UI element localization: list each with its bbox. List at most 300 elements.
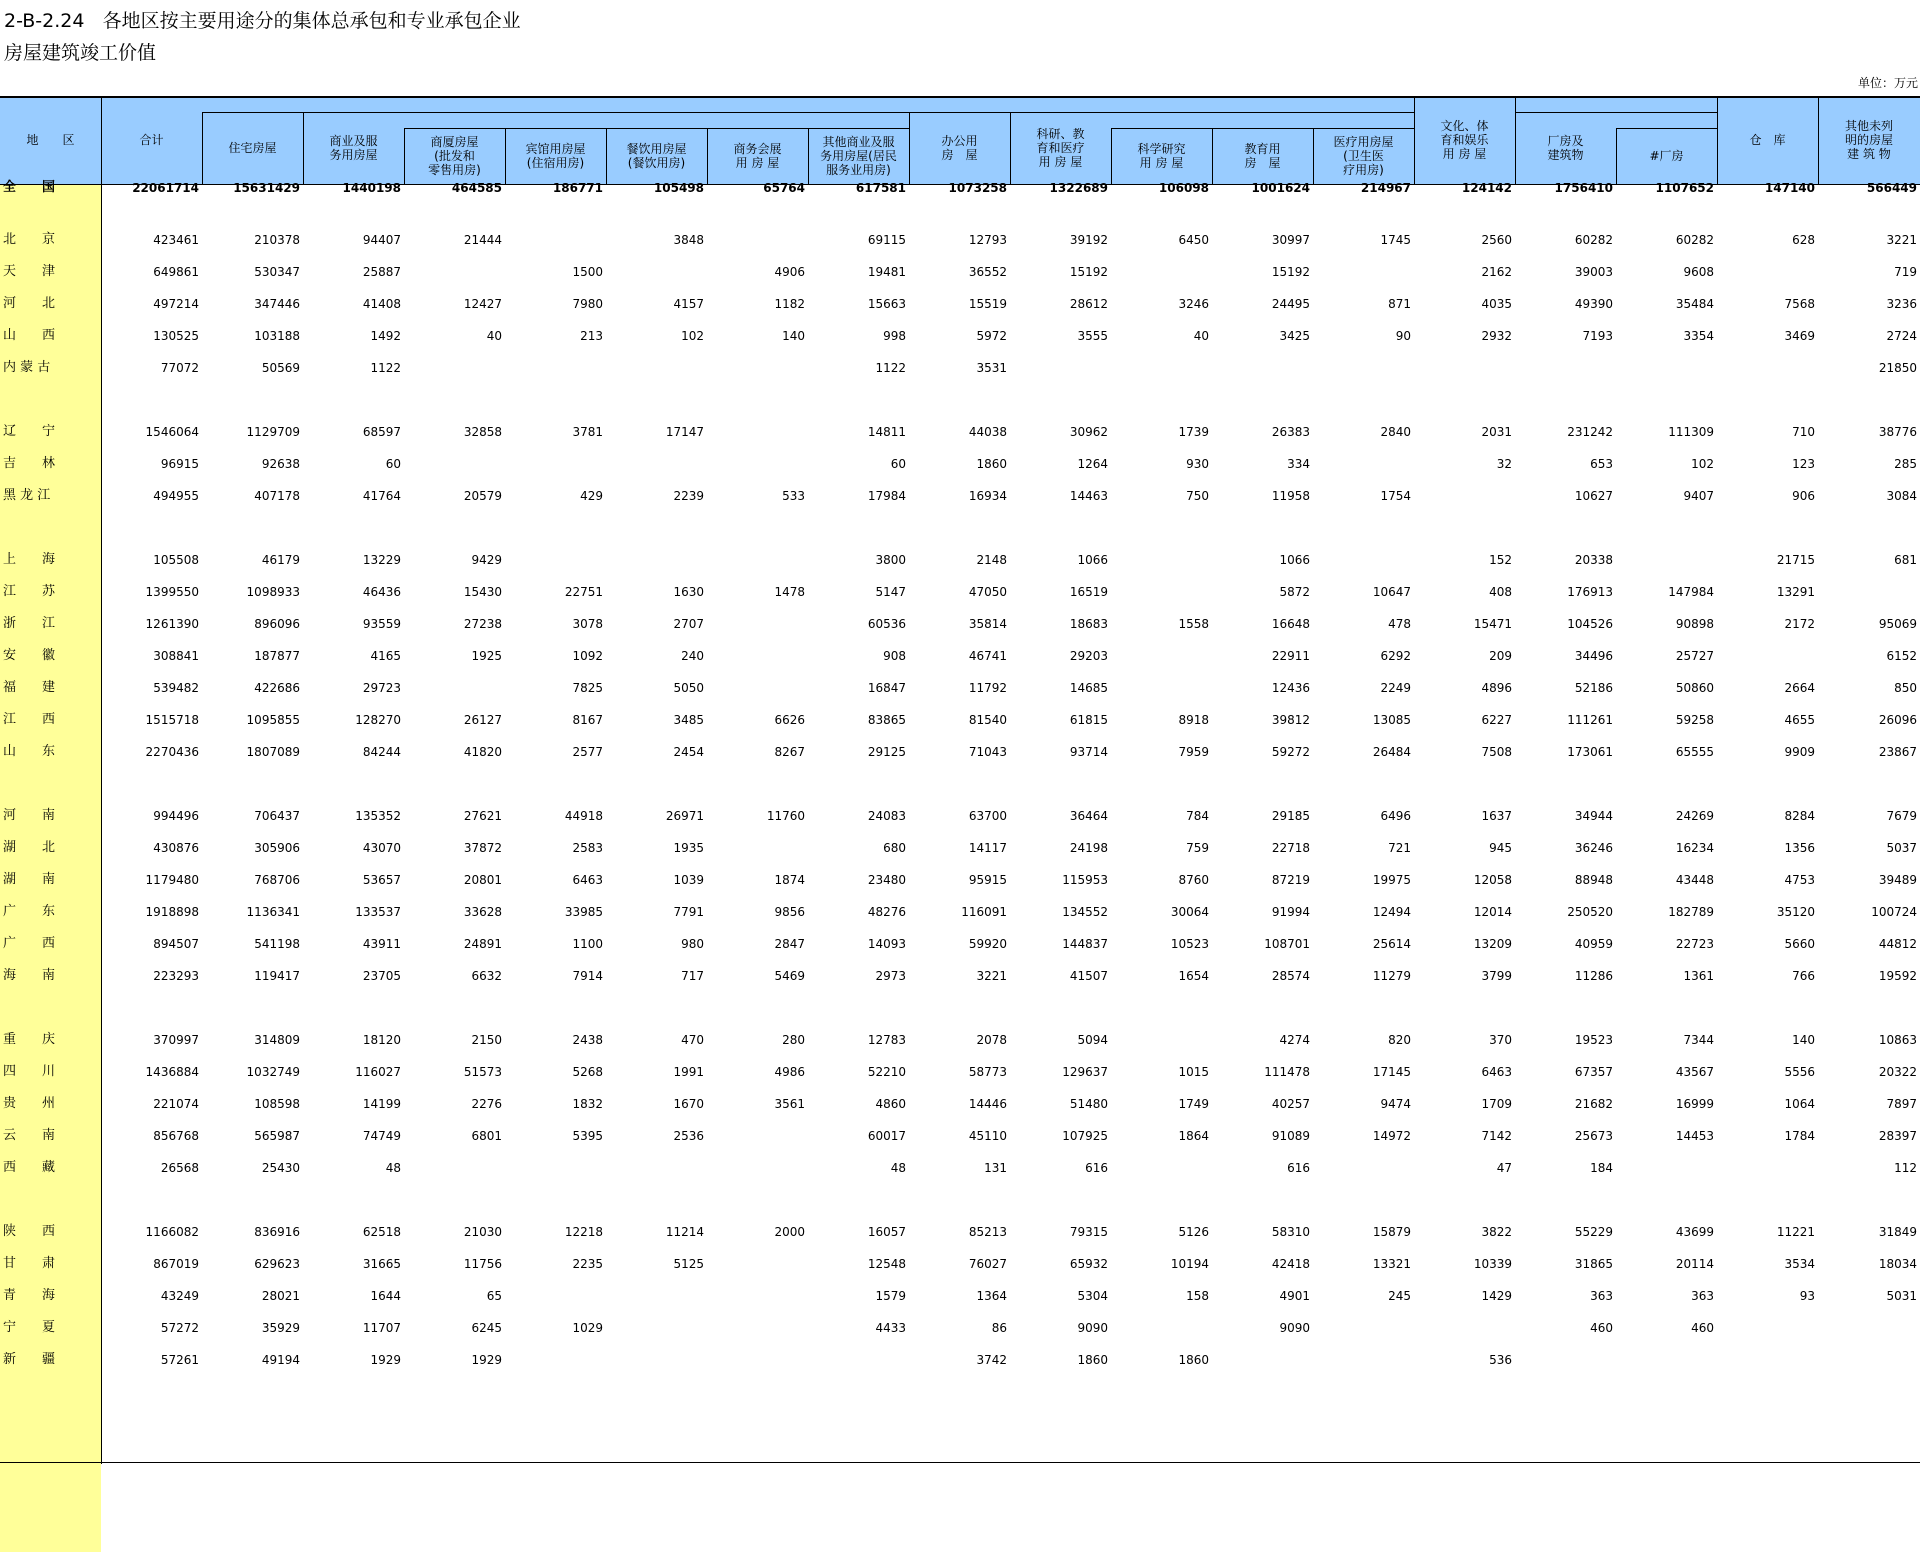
table-cell: 820 xyxy=(1388,1033,1411,1047)
table-cell: 34496 xyxy=(1574,649,1613,663)
table-cell: 102 xyxy=(1691,457,1714,471)
header-top-border xyxy=(0,96,1920,98)
table-cell: 24198 xyxy=(1069,841,1108,855)
table-cell: 3354 xyxy=(1683,329,1714,343)
table-cell: 29185 xyxy=(1271,809,1310,823)
table-cell: 1095855 xyxy=(246,713,300,727)
header-exhibit: 商务会展 用 房 屋 xyxy=(733,142,782,170)
table-cell: 1579 xyxy=(875,1289,906,1303)
table-cell: 5469 xyxy=(774,969,805,983)
table-cell: 55229 xyxy=(1574,1225,1613,1239)
table-cell: 60017 xyxy=(867,1129,906,1143)
table-cell: 6450 xyxy=(1178,233,1209,247)
table-cell: 48276 xyxy=(867,905,906,919)
table-cell: 240 xyxy=(681,649,704,663)
table-cell: 3822 xyxy=(1481,1225,1512,1239)
table-cell: 135352 xyxy=(355,809,401,823)
table-cell: 60282 xyxy=(1675,233,1714,247)
table-cell: 565987 xyxy=(254,1129,300,1143)
region-label: 云 南 xyxy=(3,1128,56,1143)
table-cell: 44812 xyxy=(1878,937,1917,951)
table-cell: 15471 xyxy=(1473,617,1512,631)
table-cell: 69115 xyxy=(867,233,906,247)
table-cell: 1670 xyxy=(673,1097,704,1111)
table-cell: 57261 xyxy=(160,1353,199,1367)
table-cell: 1860 xyxy=(1178,1353,1209,1367)
table-cell: 12494 xyxy=(1372,905,1411,919)
table-cell: 4035 xyxy=(1481,297,1512,311)
table-cell: 31665 xyxy=(362,1257,401,1271)
region-label: 广 西 xyxy=(3,936,56,951)
table-cell: 1129709 xyxy=(246,425,300,439)
table-cell: 2438 xyxy=(572,1033,603,1047)
header-commercial: 商业及服 务用房屋 xyxy=(329,134,378,162)
table-cell: 3425 xyxy=(1279,329,1310,343)
table-cell: 1864 xyxy=(1178,1129,1209,1143)
table-cell: 1991 xyxy=(673,1065,704,1079)
col-border xyxy=(1717,96,1718,184)
table-cell: 50860 xyxy=(1675,681,1714,695)
col-border xyxy=(606,128,607,184)
table-cell: 1929 xyxy=(370,1353,401,1367)
table-cell: 3781 xyxy=(572,425,603,439)
table-cell: 9474 xyxy=(1380,1097,1411,1111)
table-cell: 7508 xyxy=(1481,745,1512,759)
table-cell: 130525 xyxy=(153,329,199,343)
table-cell: 1098933 xyxy=(246,585,300,599)
table-cell: 363 xyxy=(1590,1289,1613,1303)
header-level2-line-sci xyxy=(1111,128,1414,129)
table-cell: 784 xyxy=(1186,809,1209,823)
table-cell: 91089 xyxy=(1271,1129,1310,1143)
table-cell: 18034 xyxy=(1878,1257,1917,1271)
table-cell: 32858 xyxy=(463,425,502,439)
table-cell: 15631429 xyxy=(233,181,300,195)
table-cell: 147984 xyxy=(1668,585,1714,599)
table-cell: 20114 xyxy=(1675,1257,1714,1271)
table-cell: 706437 xyxy=(254,809,300,823)
table-cell: 20801 xyxy=(463,873,502,887)
table-cell: 23867 xyxy=(1878,745,1917,759)
col-border xyxy=(202,112,203,184)
header-plant: #厂房 xyxy=(1649,149,1684,163)
region-label: 湖 北 xyxy=(3,840,56,855)
table-cell: 39812 xyxy=(1271,713,1310,727)
table-cell: 26568 xyxy=(160,1161,199,1175)
table-cell: 86 xyxy=(991,1321,1007,1335)
table-cell: 28021 xyxy=(261,1289,300,1303)
table-cell: 5094 xyxy=(1077,1033,1108,1047)
table-cell: 1654 xyxy=(1178,969,1209,983)
table-cell: 58773 xyxy=(968,1065,1007,1079)
table-cell: 653 xyxy=(1590,457,1613,471)
table-cell: 36246 xyxy=(1574,841,1613,855)
region-label: 重 庆 xyxy=(3,1032,56,1047)
table-cell: 2162 xyxy=(1481,265,1512,279)
header-hotel: 宾馆用房屋 (住宿用房) xyxy=(525,142,586,170)
table-cell: 314809 xyxy=(254,1033,300,1047)
table-cell: 16234 xyxy=(1675,841,1714,855)
table-cell: 144837 xyxy=(1062,937,1108,951)
header-sci-edu-med: 科研、教 育和医疗 用 房 屋 xyxy=(1036,127,1085,169)
table-cell: 14463 xyxy=(1069,489,1108,503)
table-cell: 20322 xyxy=(1878,1065,1917,1079)
table-cell: 33628 xyxy=(463,905,502,919)
table-cell: 43070 xyxy=(362,841,401,855)
table-cell: 15192 xyxy=(1069,265,1108,279)
table-cell: 1136341 xyxy=(246,905,300,919)
table-cell: 61815 xyxy=(1069,713,1108,727)
table-cell: 1440198 xyxy=(342,181,401,195)
table-cell: 52210 xyxy=(867,1065,906,1079)
table-cell: 1784 xyxy=(1784,1129,1815,1143)
table-cell: 44918 xyxy=(564,809,603,823)
table-cell: 2840 xyxy=(1380,425,1411,439)
table-cell: 95915 xyxy=(968,873,1007,887)
table-cell: 768706 xyxy=(254,873,300,887)
table-cell: 15663 xyxy=(867,297,906,311)
table-cell: 4274 xyxy=(1279,1033,1310,1047)
table-cell: 11707 xyxy=(362,1321,401,1335)
header-level2-line-factory xyxy=(1616,128,1717,129)
table-cell: 91994 xyxy=(1271,905,1310,919)
table-cell: 25727 xyxy=(1675,649,1714,663)
table-cell: 105508 xyxy=(153,553,199,567)
table-cell: 3078 xyxy=(572,617,603,631)
table-cell: 158 xyxy=(1186,1289,1209,1303)
table-cell: 209 xyxy=(1489,649,1512,663)
region-label: 宁 夏 xyxy=(3,1320,56,1335)
header-office: 办公用 房 屋 xyxy=(941,134,978,162)
table-cell: 5556 xyxy=(1784,1065,1815,1079)
table-cell: 6292 xyxy=(1380,649,1411,663)
table-cell: 17984 xyxy=(867,489,906,503)
table-cell: 19523 xyxy=(1574,1033,1613,1047)
table-cell: 1015 xyxy=(1178,1065,1209,1079)
table-cell: 536 xyxy=(1489,1353,1512,1367)
col-border xyxy=(1313,128,1314,184)
header-research: 科学研究 用 房 屋 xyxy=(1137,142,1186,170)
table-cell: 1709 xyxy=(1481,1097,1512,1111)
table-cell: 2148 xyxy=(976,553,1007,567)
table-cell: 22718 xyxy=(1271,841,1310,855)
table-cell: 26127 xyxy=(463,713,502,727)
table-cell: 6632 xyxy=(471,969,502,983)
table-cell: 1929 xyxy=(471,1353,502,1367)
table-cell: 407178 xyxy=(254,489,300,503)
table-cell: 20338 xyxy=(1574,553,1613,567)
table-cell: 43567 xyxy=(1675,1065,1714,1079)
table-cell: 21030 xyxy=(463,1225,502,1239)
table-cell: 60 xyxy=(890,457,906,471)
table-cell: 6152 xyxy=(1886,649,1917,663)
table-cell: 1100 xyxy=(572,937,603,951)
table-cell: 539482 xyxy=(153,681,199,695)
table-cell: 14117 xyxy=(968,841,1007,855)
table-cell: 67357 xyxy=(1574,1065,1613,1079)
region-label: 辽 宁 xyxy=(3,424,56,439)
table-cell: 1492 xyxy=(370,329,401,343)
table-cell: 46436 xyxy=(362,585,401,599)
table-cell: 530347 xyxy=(254,265,300,279)
table-cell: 94407 xyxy=(362,233,401,247)
region-label: 黑 龙 江 xyxy=(3,488,51,503)
region-label: 北 京 xyxy=(3,232,56,247)
table-cell: 74749 xyxy=(362,1129,401,1143)
table-cell: 90898 xyxy=(1675,617,1714,631)
col-border xyxy=(404,128,405,184)
table-cell: 2724 xyxy=(1886,329,1917,343)
table-cell: 22061714 xyxy=(132,181,199,195)
unit-label: 单位：万元 xyxy=(1857,76,1918,90)
table-cell: 1107652 xyxy=(1655,181,1714,195)
table-cell: 8918 xyxy=(1178,713,1209,727)
region-label: 陕 西 xyxy=(3,1224,56,1239)
table-cell: 95069 xyxy=(1878,617,1917,631)
table-cell: 9407 xyxy=(1683,489,1714,503)
region-label: 四 川 xyxy=(3,1064,56,1079)
table-cell: 26484 xyxy=(1372,745,1411,759)
table-cell: 43249 xyxy=(160,1289,199,1303)
table-cell: 1361 xyxy=(1683,969,1714,983)
table-cell: 42418 xyxy=(1271,1257,1310,1271)
table-cell: 1122 xyxy=(875,361,906,375)
table-cell: 3555 xyxy=(1077,329,1108,343)
header-shop: 商厦房屋 (批发和 零售用房) xyxy=(428,135,481,177)
region-label: 河 南 xyxy=(3,808,56,823)
table-cell: 152 xyxy=(1489,553,1512,567)
table-cell: 370997 xyxy=(153,1033,199,1047)
table-cell: 750 xyxy=(1186,489,1209,503)
table-cell: 76027 xyxy=(968,1257,1007,1271)
table-cell: 13321 xyxy=(1372,1257,1411,1271)
table-cell: 11756 xyxy=(463,1257,502,1271)
table-cell: 460 xyxy=(1590,1321,1613,1335)
table-cell: 8760 xyxy=(1178,873,1209,887)
table-cell: 16648 xyxy=(1271,617,1310,631)
table-cell: 213 xyxy=(580,329,603,343)
table-cell: 430876 xyxy=(153,841,199,855)
table-cell: 46179 xyxy=(261,553,300,567)
table-cell: 429 xyxy=(580,489,603,503)
table-cell: 896096 xyxy=(254,617,300,631)
table-cell: 759 xyxy=(1186,841,1209,855)
table-cell: 5395 xyxy=(572,1129,603,1143)
table-cell: 116091 xyxy=(961,905,1007,919)
table-cell: 617581 xyxy=(855,181,906,195)
table-cell: 871 xyxy=(1388,297,1411,311)
table-cell: 11286 xyxy=(1574,969,1613,983)
table-cell: 9856 xyxy=(774,905,805,919)
header-residential: 住宅房屋 xyxy=(228,141,277,155)
table-cell: 1073258 xyxy=(948,181,1007,195)
table-cell: 2276 xyxy=(471,1097,502,1111)
col-border xyxy=(1818,96,1819,184)
table-cell: 13291 xyxy=(1776,585,1815,599)
header-factory: 厂房及 建筑物 xyxy=(1547,134,1584,162)
table-cell: 24891 xyxy=(463,937,502,951)
table-cell: 497214 xyxy=(153,297,199,311)
table-cell: 13085 xyxy=(1372,713,1411,727)
table-cell: 68597 xyxy=(362,425,401,439)
table-cell: 8267 xyxy=(774,745,805,759)
table-cell: 28397 xyxy=(1878,1129,1917,1143)
table-cell: 494955 xyxy=(153,489,199,503)
header-level1-line-factory xyxy=(1515,112,1717,113)
table-cell: 7791 xyxy=(673,905,704,919)
table-cell: 4165 xyxy=(370,649,401,663)
table-cell: 334 xyxy=(1287,457,1310,471)
table-cell: 11221 xyxy=(1776,1225,1815,1239)
table-cell: 19975 xyxy=(1372,873,1411,887)
table-cell: 25614 xyxy=(1372,937,1411,951)
table-cell: 3799 xyxy=(1481,969,1512,983)
table-cell: 836916 xyxy=(254,1225,300,1239)
table-cell: 32 xyxy=(1496,457,1512,471)
table-cell: 24083 xyxy=(867,809,906,823)
table-cell: 102 xyxy=(681,329,704,343)
table-cell: 24269 xyxy=(1675,809,1714,823)
table-cell: 40257 xyxy=(1271,1097,1310,1111)
table-cell: 533 xyxy=(782,489,805,503)
table-cell: 4157 xyxy=(673,297,704,311)
table-cell: 1558 xyxy=(1178,617,1209,631)
table-cell: 5660 xyxy=(1784,937,1815,951)
table-cell: 980 xyxy=(681,937,704,951)
table-cell: 710 xyxy=(1792,425,1815,439)
table-cell: 2235 xyxy=(572,1257,603,1271)
table-cell: 1064 xyxy=(1784,1097,1815,1111)
table-cell: 40 xyxy=(486,329,502,343)
region-label: 山 西 xyxy=(3,328,56,343)
table-cell: 184 xyxy=(1590,1161,1613,1175)
col-border xyxy=(1515,96,1516,184)
table-cell: 41408 xyxy=(362,297,401,311)
table-cell: 186771 xyxy=(552,181,603,195)
table-cell: 93 xyxy=(1799,1289,1815,1303)
table-cell: 21682 xyxy=(1574,1097,1613,1111)
table-cell: 59272 xyxy=(1271,745,1310,759)
table-cell: 119417 xyxy=(254,969,300,983)
table-cell: 21715 xyxy=(1776,553,1815,567)
table-cell: 7193 xyxy=(1582,329,1613,343)
table-cell: 5050 xyxy=(673,681,704,695)
table-cell: 88948 xyxy=(1574,873,1613,887)
table-cell: 5126 xyxy=(1178,1225,1209,1239)
table-cell: 2536 xyxy=(673,1129,704,1143)
table-cell: 182789 xyxy=(1668,905,1714,919)
table-cell: 14446 xyxy=(968,1097,1007,1111)
table-cell: 3221 xyxy=(976,969,1007,983)
table-cell: 11792 xyxy=(968,681,1007,695)
table-cell: 29723 xyxy=(362,681,401,695)
table-cell: 1637 xyxy=(1481,809,1512,823)
table-cell: 363 xyxy=(1691,1289,1714,1303)
table-cell: 3246 xyxy=(1178,297,1209,311)
table-cell: 108598 xyxy=(254,1097,300,1111)
table-cell: 3469 xyxy=(1784,329,1815,343)
table-cell: 104526 xyxy=(1567,617,1613,631)
table-cell: 134552 xyxy=(1062,905,1108,919)
table-cell: 214967 xyxy=(1360,181,1411,195)
table-cell: 33985 xyxy=(564,905,603,919)
table-cell: 115953 xyxy=(1062,873,1108,887)
table-cell: 77072 xyxy=(160,361,199,375)
table-cell: 2078 xyxy=(976,1033,1007,1047)
table-cell: 85213 xyxy=(968,1225,1007,1239)
table-cell: 7959 xyxy=(1178,745,1209,759)
table-cell: 423461 xyxy=(153,233,199,247)
table-cell: 2560 xyxy=(1481,233,1512,247)
table-cell: 26096 xyxy=(1878,713,1917,727)
table-cell: 10647 xyxy=(1372,585,1411,599)
table-cell: 13209 xyxy=(1473,937,1512,951)
table-cell: 7980 xyxy=(572,297,603,311)
table-cell: 1166082 xyxy=(145,1225,199,1239)
header-other: 其他未列 明的房屋 建 筑 物 xyxy=(1844,119,1893,161)
table-cell: 38776 xyxy=(1878,425,1917,439)
table-cell: 106098 xyxy=(1158,181,1209,195)
region-label: 青 海 xyxy=(3,1288,56,1303)
table-cell: 1478 xyxy=(774,585,805,599)
table-cell: 24495 xyxy=(1271,297,1310,311)
table-cell: 7914 xyxy=(572,969,603,983)
table-cell: 26971 xyxy=(665,809,704,823)
table-cell: 18120 xyxy=(362,1033,401,1047)
table-cell: 131 xyxy=(984,1161,1007,1175)
table-cell: 1918898 xyxy=(145,905,199,919)
table-cell: 123 xyxy=(1792,457,1815,471)
table-cell: 25430 xyxy=(261,1161,300,1175)
region-label: 海 南 xyxy=(3,968,56,983)
region-label: 山 东 xyxy=(3,744,56,759)
table-cell: 221074 xyxy=(153,1097,199,1111)
table-cell: 616 xyxy=(1287,1161,1310,1175)
table-cell: 18683 xyxy=(1069,617,1108,631)
table-cell: 4860 xyxy=(875,1097,906,1111)
table-cell: 14972 xyxy=(1372,1129,1411,1143)
region-label: 广 东 xyxy=(3,904,56,919)
table-cell: 39489 xyxy=(1878,873,1917,887)
table-cell: 9429 xyxy=(471,553,502,567)
table-cell: 176913 xyxy=(1567,585,1613,599)
table-cell: 5872 xyxy=(1279,585,1310,599)
region-label: 河 北 xyxy=(3,296,56,311)
table-cell: 1756410 xyxy=(1554,181,1613,195)
header-medical: 医疗用房屋 (卫生医 疗用房) xyxy=(1333,135,1394,177)
table-cell: 1754 xyxy=(1380,489,1411,503)
table-cell: 347446 xyxy=(254,297,300,311)
table-cell: 4753 xyxy=(1784,873,1815,887)
table-cell: 9090 xyxy=(1077,1321,1108,1335)
table-cell: 16934 xyxy=(968,489,1007,503)
table-cell: 370 xyxy=(1489,1033,1512,1047)
table-cell: 1029 xyxy=(572,1321,603,1335)
table-cell: 21444 xyxy=(463,233,502,247)
table-cell: 28574 xyxy=(1271,969,1310,983)
table-cell: 6801 xyxy=(471,1129,502,1143)
region-label: 内 蒙 古 xyxy=(3,360,51,375)
col-border xyxy=(1111,128,1112,184)
table-cell: 7897 xyxy=(1886,1097,1917,1111)
table-cell: 1860 xyxy=(1077,1353,1108,1367)
table-title: 2-B-2.24 各地区按主要用途分的集体总承包和专业承包企业 xyxy=(4,10,521,32)
table-cell: 1122 xyxy=(370,361,401,375)
table-cell: 10194 xyxy=(1170,1257,1209,1271)
table-cell: 48 xyxy=(890,1161,906,1175)
table-cell: 17145 xyxy=(1372,1065,1411,1079)
table-cell: 15430 xyxy=(463,585,502,599)
